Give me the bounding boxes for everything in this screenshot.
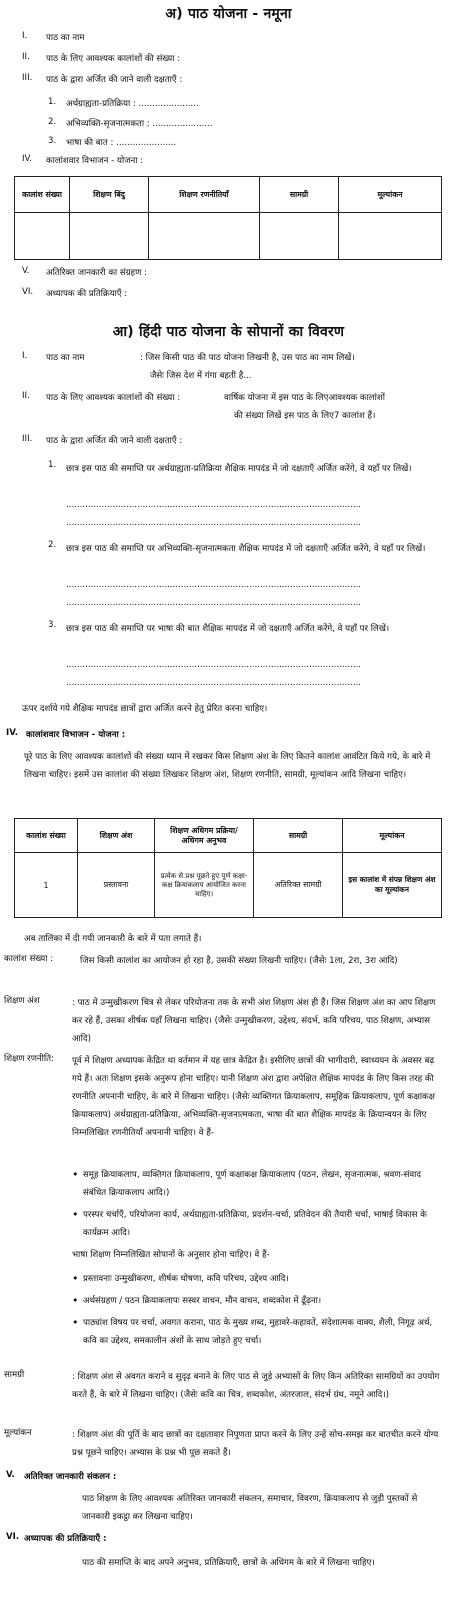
list-item: • समूह क्रियाकलाप, व्यक्तिगत क्रियाकलाप, पूर्ण कक्षाकक्ष क्रियाकलाप (पठन, लेखन, सृजनात्मक, श्रवण-संवाद संबंधित क्रियाकलाप आदि।) <box>72 1166 444 1202</box>
a-skill-2-num: 2. <box>48 117 57 127</box>
b-sub-1-num: 1. <box>48 460 57 470</box>
a-skill-1-text: अर्थग्राह्यता-प्रतिक्रिया : ...................... <box>66 99 199 109</box>
b-item-1-desc: : जिस किसी पाठ की पाठ योजना लिखनी है, उस पाठ का नाम लिखें। <box>140 353 355 363</box>
a-item-1-text: पाठ का नाम <box>46 33 85 43</box>
b-ranniti-text: पूर्व में शिक्षण अध्यापक केंद्रित था वर्तमान में यह छात्र केंद्रित है। इसीलिए छात्रों की भागीदारी, स्वाध्ययन के अवसर बढ़ गये हैं। अतः शिक्षण इसके अनुरूप होना चाहिए। यानी शिक्षण अंश द्वारा अपेक्षित शैक्षिक मापदंड के लिए किस तरह की रणनीति अपनानी चाहिए, के बारे में लिखना चाहिए। (जैसेः व्यक्तिगत क्रियाकलाप, समूहिक क्रियाकलाप, पूर्ण कक्षाकक्ष क्रियाकलाप) अर्थग्राह्यता-प्रतिक्रिया, अभिव्यक्ति-सृजनात्मकता, भाषा की बात शैक्षिक मापदंड के क्रियान्वयन के लिए निम्नलिखित रणनीतियाँ अपनानी चाहिए। वे हैं- <box>72 1056 435 1138</box>
a-item-3-num: III. <box>22 73 33 83</box>
b-sub-1-dots-1: ............................................................................................................ <box>66 500 362 510</box>
b-td-ansh: प्रस्तावना <box>78 853 155 918</box>
b-kalansh-label: कालांश संख्या : <box>4 954 54 964</box>
b-item-5-num: V. <box>6 1470 15 1480</box>
a-item-4-num: IV. <box>22 154 33 164</box>
b-item-2-num: II. <box>22 391 30 401</box>
a-item-5-text: अतिरिक्त जानकारी का संग्रहण : <box>46 268 147 278</box>
b-sub-3-dots-1: ............................................................................................................ <box>66 660 362 670</box>
a-item-4-text: कालांशवार विभाजन - योजना : <box>46 156 144 166</box>
b-item-6-label: अध्यापक की प्रतिक्रियाएँ : <box>24 1534 107 1544</box>
a-th-kalansh: कालांश संख्या <box>15 177 70 213</box>
part-b-title: आ) हिंदी पाठ योजना के सोपानों का विवरण <box>112 324 345 340</box>
b-sub-2-num: 2. <box>48 540 57 550</box>
b-step-bullets <box>72 1270 444 1354</box>
b-item-5-label: अतिरिक्त जानकारी संकलन : <box>24 1472 117 1482</box>
b-th-kalansh: कालांश संख्या <box>15 819 78 853</box>
b-kalansh-text: जिस किसी कालांश का आयोजन हो रहा है, उसकी संख्या लिखनी चाहिए। (जैसेः 1ला, 2रा, 3रा आदि) <box>80 956 398 966</box>
a-empty-cell <box>339 213 442 260</box>
b-ansh-label: शिक्षण अंश <box>4 996 40 1006</box>
a-skill-3-text: भाषा की बात : ...................... <box>66 138 177 148</box>
b-mulyankan-text: : शिक्षण अंश की पूर्ति के बाद छात्रों का दक्षतावार निपुणता प्राप्त करने के लिए उन्हें सोच-समझ कर बातचीत करने योग्य प्रश्न पूछने चाहिए। अभ्यास के प्रश्न भी पूछ सकते हैं। <box>72 1430 439 1458</box>
b-th-samagri: सामग्री <box>254 819 343 853</box>
b-item-3-num: III. <box>22 434 33 444</box>
list-item: • परस्पर चर्चाएँ, परियोजना कार्य, अर्थग्राह्यता-प्रतिक्रिया, प्रदर्शन-चर्चा, प्रतिवेदन की तैयारी चर्चा, भाषाई विकास के कार्यक्रम आदि। <box>72 1206 444 1242</box>
b-item-6-num: VI. <box>6 1532 20 1542</box>
b-item-2-desc-1: वार्षिक योजना में इस पाठ के लिएआवश्यक कालांशों <box>224 393 385 403</box>
b-ranniti-label: शिक्षण रणनीति: <box>4 1054 54 1064</box>
b-sub-2-text: छात्र इस पाठ की समाप्ति पर अभिव्यक्ति-सृजनात्मकता शैक्षिक मापदंड में जो दक्षताएँ अर्जित करेंगे, वे यहाँ पर लिखें। <box>66 544 426 554</box>
b-samagri-label: सामग्री <box>4 1370 25 1380</box>
a-item-3-text: पाठ के द्वारा अर्जित की जाने वाली दक्षताएँ : <box>46 75 183 85</box>
a-item-6-text: अध्यापक की प्रतिक्रियाएँ : <box>46 289 128 299</box>
b-td-prakriya: प्रत्येक से प्रश्न पूछते हुए पूर्ण कक्षा-कक्ष क्रियाकलाप आयोजित करना चाहिए। <box>155 853 254 918</box>
b-item-4-desc: पूरे पाठ के लिए आवश्यक कालांशों की संख्या ध्यान में रखकर किस शिक्षण अंश के लिए कितने कालांश आवंटित किये गये, के बारे में लिखना चाहिए। इसमें उस कालांश की संख्या लिखकर शिक्षण अंश, शिक्षण रणनीति, सामग्री, मूल्यांकन आदि लिखना चाहिए। <box>24 752 431 780</box>
b-item-5-text: पाठ शिक्षण के लिए आवश्यक अतिरिक्त जानकारी संकलन, समाचार, विवरण, क्रियाकलाप से जुड़ी पुस्तकों से जानकारी इकट्ठा कर लिखना चाहिए। <box>82 1494 418 1522</box>
lesson-plan-template-table <box>14 176 442 260</box>
b-td-samagri: अतिरिक्त सामग्री <box>254 853 343 918</box>
a-empty-cell <box>260 213 339 260</box>
a-empty-cell <box>70 213 149 260</box>
b-item-4-label: कालांशवार विभाजन - योजना : <box>26 730 126 740</box>
a-item-1-num: I. <box>22 31 28 41</box>
b-sub-1-dots-2: ............................................................................................................ <box>66 518 362 528</box>
a-skill-1-num: 1. <box>48 97 57 107</box>
b-sub-3-dots-2: ............................................................................................................ <box>66 678 362 688</box>
b-bhasha-intro: भाषा शिक्षण निम्नलिखित सोपानों के अनुसार होना चाहिए। वे हैं- <box>72 1250 270 1260</box>
list-item: • पाठ्यांश विषय पर चर्चा, अवगत कराना, पाठ के मुख्य शब्द, मुहावरे-कहावतें, संदेशात्मक वाक्य, शैली, निगूढ़ अर्थ, कवि का उद्देश्य, समकालीन अंशों के साथ जोड़ते हुए चर्चा। <box>72 1314 444 1350</box>
b-sub-3-num: 3. <box>48 620 57 630</box>
b-mulyankan-label: मूल्यांकन <box>4 1428 32 1438</box>
b-after-table: अब तालिका में दी गयी जानकारी के बारे में पता लगाते हैं। <box>24 934 202 944</box>
a-item-2-text: पाठ के लिए आवश्यक कालांशों की संख्या : <box>46 54 181 64</box>
a-empty-cell <box>149 213 260 260</box>
lesson-plan-sample-table <box>14 818 442 918</box>
b-th-prakriya: शिक्षण अधिगम प्रक्रिया/ अधिगम अनुभव <box>155 819 254 853</box>
b-item-1-num: I. <box>22 351 28 361</box>
list-item: • प्रस्तावनाः उन्मुखीकरण, शीर्षक घोषणा, कवि परिचय, उद्देश्य आदि। <box>72 1270 444 1288</box>
b-th-ansh: शिक्षण अंश <box>78 819 155 853</box>
b-item-3-label: पाठ के द्वारा अर्जित की जाने वाली दक्षताएँ : <box>46 436 183 446</box>
b-th-mulyankan: मूल्यांकन <box>343 819 442 853</box>
b-item-2-label: पाठ के लिए आवश्यक कालांशों की संख्या : <box>46 393 181 403</box>
b-ansh-text: : पाठ में उन्मुखीकरण चित्र से लेकर परियोजना तक के सभी अंश शिक्षण अंश ही हैं। जिस शिक्षण अंश का आप शिक्षण कर रहे हैं, उसका शीर्षक यहाँ लिखना चाहिए। (जैसेः उन्मुखीकरण, उद्देश्य, संदर्भ, कवि परिचय, पाठ शिक्षण, अभ्यास आदि) <box>72 998 436 1044</box>
b-samagri-text: : शिक्षण अंश से अवगत कराने व सुदृढ़ बनाने के लिए पाठ से जुड़े अभ्यासों के लिए किन अतिरिक्त सामग्रियों का उपयोग करते हैं, के बारे में लिखना चाहिए। (जैसेः कवि का चित्र, शब्दकोश, अंतरजाल, संदर्भ ग्रंथ, नमूने आदि।) <box>72 1372 440 1400</box>
b-item-1-example: जैसेः जिस देश में गंगा बहती है... <box>150 371 252 381</box>
b-strategy-bullets <box>72 1166 444 1246</box>
b-item-4-num: IV. <box>6 728 19 738</box>
a-item-2-num: II. <box>22 52 30 62</box>
a-empty-cell <box>15 213 70 260</box>
b-sub-2-dots-2: ............................................................................................................ <box>66 598 362 608</box>
a-skill-2-text: अभिव्यक्ति-सृजनात्मकता : ...................... <box>66 119 213 129</box>
b-item-1-label: पाठ का नाम <box>46 353 85 363</box>
b-item-2-desc-2: की संख्या लिखें इस पाठ के लिए7 कालांश हैं। <box>234 411 376 421</box>
part-a-title: अ) पाठ योजना - नमूना <box>165 6 292 22</box>
a-th-bindu: शिक्षण बिंदु <box>70 177 149 213</box>
a-skill-3-num: 3. <box>48 136 57 146</box>
a-th-mulyankan: मूल्यांकन <box>339 177 442 213</box>
b-td-mulyankan: इस कालांश में संपन्न शिक्षण अंश का मूल्यांकन <box>343 853 442 918</box>
b-note: ऊपर दर्शाये गये शैक्षिक मापदंड छात्रों द्वारा अर्जित करने हेतु प्रेरित करना चाहिए। <box>22 704 268 714</box>
b-item-6-text: पाठ की समाप्ति के बाद अपने अनुभव, प्रतिक्रियाएँ, छात्रों के अधिगम के बारे में लिखना चाहिए। <box>82 1558 375 1568</box>
a-item-6-num: VI. <box>22 287 34 297</box>
a-th-samagri: सामग्री <box>260 177 339 213</box>
list-item: • अर्थसंग्रहण / पठन क्रियाकलापः सस्वर वाचन, मौन वाचन, शब्दकोश में ढूँढ़ना। <box>72 1292 444 1310</box>
b-sub-2-dots-1: ............................................................................................................ <box>66 580 362 590</box>
a-th-ranniti: शिक्षण रणनीतियाँ <box>149 177 260 213</box>
b-td-kalansh: 1 <box>15 853 78 918</box>
b-sub-3-text: छात्र इस पाठ की समाप्ति पर भाषा की बात शैक्षिक मापदंड में जो दक्षताएँ अर्जित करेंगे, वे यहाँ पर लिखें। <box>66 624 390 634</box>
b-sub-1-text: छात्र इस पाठ की समाप्ति पर अर्थग्राह्यता-प्रतिक्रिया शैक्षिक मापदंड में जो दक्षताएँ अर्जित करेंगे, वे यहाँ पर लिखें। <box>66 464 412 474</box>
a-item-5-num: V. <box>22 266 30 276</box>
